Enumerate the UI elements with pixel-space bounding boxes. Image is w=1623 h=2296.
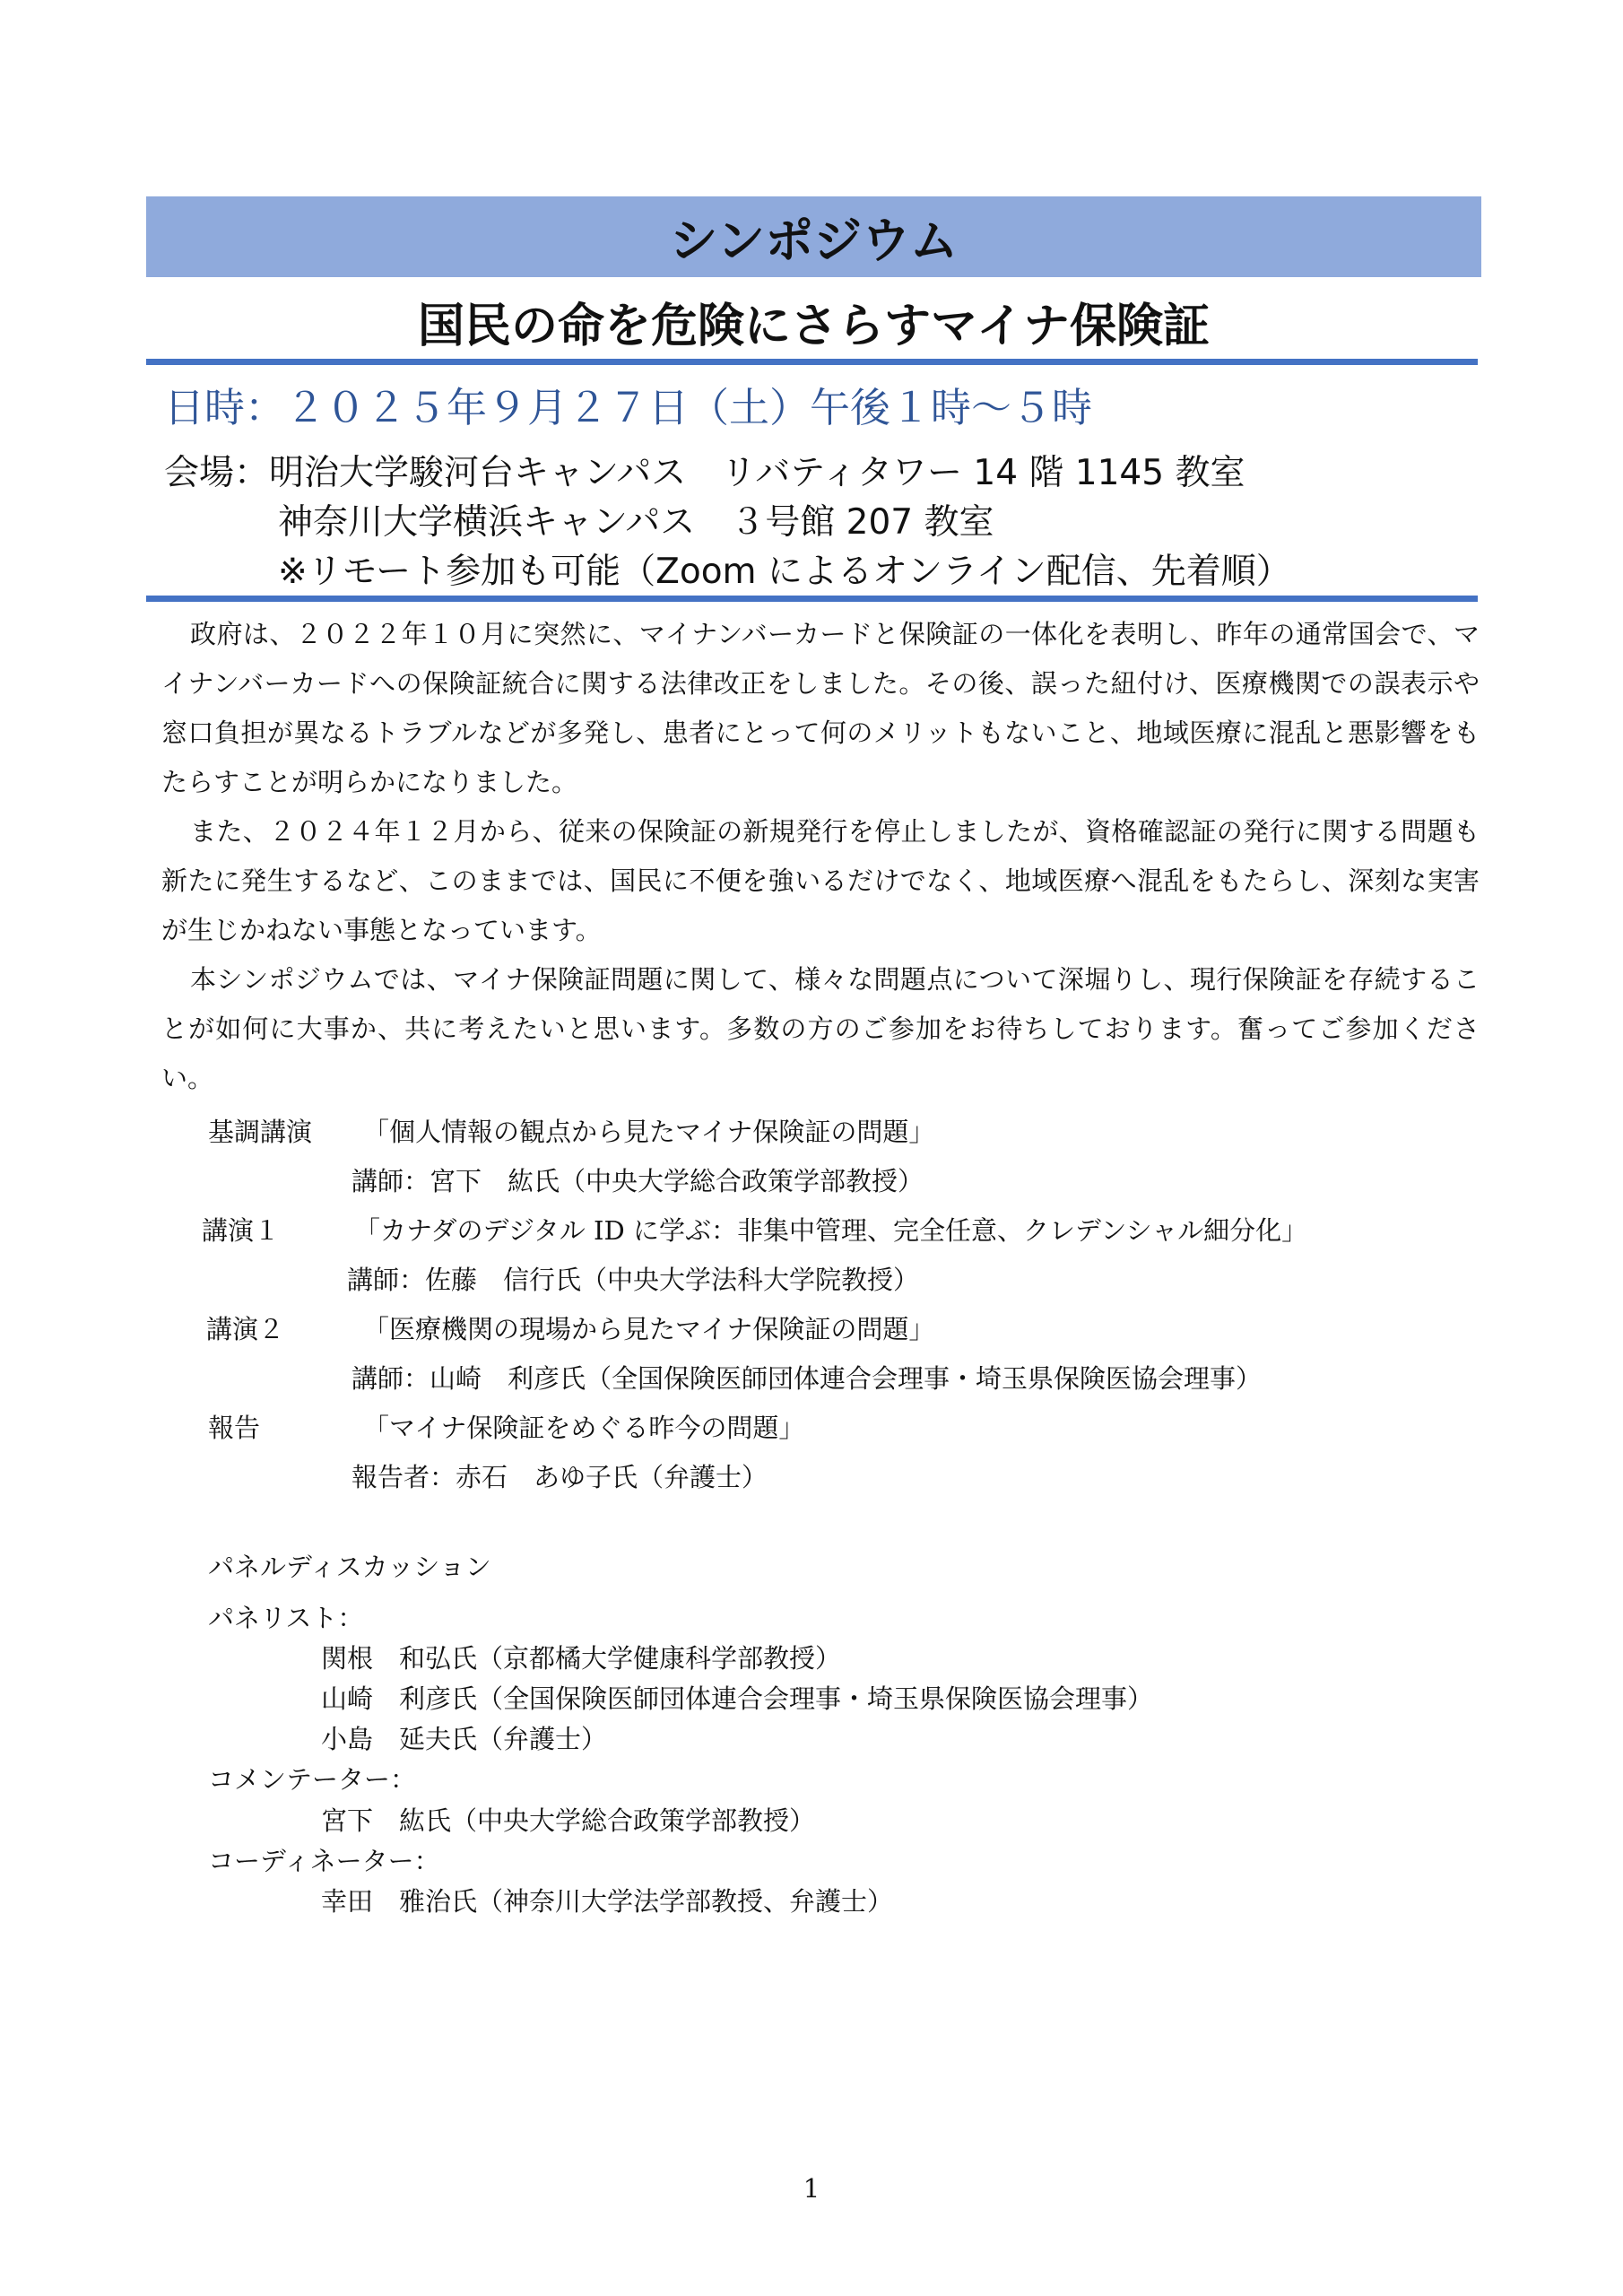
venue-line-1: 会場：明治大学駿河台キャンパス リバティタワー 14 階 1145 教室	[164, 453, 1245, 493]
program-label: 講演１	[202, 1215, 281, 1246]
program-speaker: 講師：佐藤 信行氏（中央大学法科大学院教授）	[347, 1265, 920, 1295]
program-label: 基調講演	[208, 1117, 313, 1147]
commentator: 宮下 紘氏（中央大学総合政策学部教授）	[321, 1805, 816, 1836]
program-topic: 「医療機関の現場から見たマイナ保険証の問題」	[363, 1314, 935, 1344]
program-topic: 「カナダのデジタル ID に学ぶ：非集中管理、完全任意、クレデンシャル細分化」	[354, 1215, 1308, 1246]
panelist: 関根 和弘氏（京都橘大学健康科学部教授）	[321, 1643, 842, 1674]
program-topic: 「個人情報の観点から見たマイナ保険証の問題」	[363, 1117, 935, 1147]
divider-bottom	[146, 596, 1478, 602]
program-speaker: 報告者：赤石 あゆ子氏（弁護士）	[352, 1462, 768, 1492]
venue-line-2: 神奈川大学横浜キャンパス ３号館 207 教室	[278, 502, 994, 543]
event-datetime: 日時：２０２５年９月２７日（土）午後１時～５時	[164, 384, 1093, 431]
page-number: 1	[803, 2173, 820, 2204]
program-topic: 「マイナ保険証をめぐる昨今の問題」	[363, 1413, 805, 1443]
program-speaker: 講師：宮下 紘氏（中央大学総合政策学部教授）	[352, 1166, 924, 1196]
venue-line-3: ※リモート参加も可能（Zoom によるオンライン配信、先着順）	[278, 552, 1291, 592]
panelists-label: パネリスト：	[208, 1603, 364, 1633]
intro-text	[161, 610, 1480, 1103]
coordinator: 幸田 雅治氏（神奈川大学法学部教授、弁護士）	[321, 1886, 894, 1917]
main-title: 国民の命を危険にさらすマイナ保険証	[418, 299, 1210, 353]
commentator-label: コメンテーター：	[208, 1764, 417, 1795]
coordinator-label: コーディネーター：	[208, 1846, 440, 1876]
panel-heading: パネルディスカッション	[208, 1552, 491, 1582]
panelist: 小島 延夫氏（弁護士）	[321, 1724, 608, 1754]
symposium-banner: シンポジウム	[146, 196, 1481, 277]
panelist: 山崎 利彦氏（全国保険医師団体連合会理事・埼玉県保険医協会理事）	[321, 1683, 1154, 1714]
program-speaker: 講師：山崎 利彦氏（全国保険医師団体連合会理事・埼玉県保険医協会理事）	[352, 1363, 1263, 1394]
intro-paragraph: 本シンポジウムでは、マイナ保険証問題に関して、様々な問題点について深堀りし、現行保険証を存続することが如何に大事か、共に考えたいと思います。多数の方のご参加をお待ちしております。奮ってご参加ください。	[161, 964, 1480, 1093]
program-label: 講演２	[206, 1314, 285, 1344]
intro-paragraph: また、２０２４年１２月から、従来の保険証の新規発行を停止しましたが、資格確認証の発行に関する問題も新たに発生するなど、このままでは、国民に不便を強いるだけでなく、地域医療へ混乱をもたらし、深刻な実害が生じかねない事態となっています。	[161, 816, 1480, 945]
intro-paragraph: 政府は、２０２２年１０月に突然に、マイナンバーカードと保険証の一体化を表明し、昨年の通常国会で、マイナンバーカードへの保険証統合に関する法律改正をしました。その後、誤った紐付け、医療機関での誤表示や窓口負担が異なるトラブルなどが多発し、患者にとって何のメリットもないこと、地域医療に混乱と悪影響をもたらすことが明らかになりました。	[161, 619, 1480, 797]
divider-top	[146, 359, 1478, 365]
program-label: 報告	[208, 1413, 261, 1443]
